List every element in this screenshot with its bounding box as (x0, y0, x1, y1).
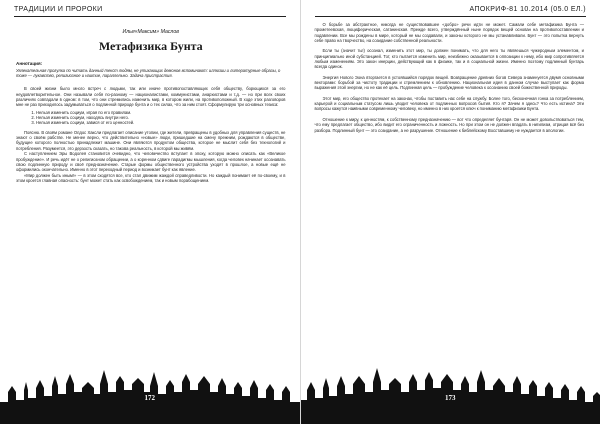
body-paragraph: Поясню. В своём романе Олдос Хаксли предлагает описание утопии, где жители, превращены в удобных для управления существ, не знают о своём рабстве. Не менее верно, что действительно «новые» люди, пришедшие на смену прежним, рождаются в обществе, будущее которого полностью принадлежит машине. Они являются продуктом общества, которое не мыслит себя без технологий и потребления. Разумеется, это дерзость сказать, но такова реальность, в которой мы живём. (16, 129, 286, 151)
body-paragraph: «Мир должен быть иным!» — в этом сходятся все, кто стал движим жаждой справедливости. Но каждый понимает её по-своему, и в этом кроется главная опасность: бунт может стать как освобождением, так и новым порабощением. (16, 172, 286, 183)
abstract-text: Увлекательная прогулка по читать данный текст людям, не утихающих демонов вспоминают: иллюзии и литературные образы, о тоже — лукавство, религиозное и наитие, параллельно. Задача пристрастия. (16, 67, 281, 79)
right-page-content (315, 22, 585, 133)
article-title: Метафизика Бунта (98, 39, 203, 54)
page-number-left: 172 (144, 394, 155, 402)
thesis-item: 1. Нельзя изменить социум, играя по его правилам. (36, 110, 286, 115)
body-paragraph: Энергия Нового Эона вторгается в устоявшийся порядок вещей. Возвращение древних богов Севера знаменуется двумя основными векторами: борьбой за чистоту традиции и стремлением к обновлению. Национальная идея в данном случае выступает как форма выражения этой энергии, но не как её цель. Подлинная цель — пробуждение человека к осознанию своей божественной природы. (314, 74, 584, 91)
body-paragraph: О борьбе за абстрактное, никогда не существовавшее «добро» речи идти не может. Самали себе метафизика Бунта — прометеевская, люциферическая, сатанинская. Прежде всего, утверждённый ныне порядок вещей основан на противопоставлении и подавлении. Все мы рождены в мире, который не мы создавали, и законы которого не мы устанавливали. Бунт — это попытка вернуть себе право на творчество, на созидание собственной реальности. (314, 22, 584, 44)
running-head-right: АПОКРИФ-81 10.2014 (05.0 ЕЛ.) (315, 6, 587, 17)
body-paragraph: Этот мир, его общество протекает на законах, чтобы поставить нас себе на службу. Более того, бесконечная гонка за потреблением, карьерой и социальным статусом лишь уводит человека от подлинных вопросов бытия. Кто я? Зачем я здесь? Что есть истина? Эти вопросы кажутся наивными современному человеку, но именно в них кроется ключ к пониманию метафизики Бунта. (314, 95, 584, 112)
city-skyline-illustration (301, 362, 600, 424)
body-paragraph: Отношение к миру, к ценностям, к собственному предназначению — вот что определяет бунтаря. Он не может довольствоваться тем, что ему предлагает общество, ибо видит его ограниченность и ложность. Но при этом он не должен впадать в нигилизм, отрицая всё без разбора. Подлинный бунт — это созидание, а не разрушение. Отношение к библейскому Восставшему не нуждается в апологии. (314, 116, 584, 133)
thesis-item: 2. Нельзя изменить социум, находясь внутри него. (36, 115, 286, 120)
body-paragraph: С наступлением Эры Водолея становится очевидно, что человечество вступает в эпоху, которую можно описать как «Великое пробуждение». И речь идёт не о религиозном обращении, а о коренном сдвиге парадигмы мышления, когда человек начинает осознавать свою подлинную природу и своё предназначение. Старые формы общественного устройства уходят в прошлое, а новые ещё не оформились окончательно. Именно в этот переходный период и возникает бунт как явление. (16, 151, 286, 173)
running-head-left: ТРАДИЦИИ И ПРОРОКИ (14, 6, 286, 17)
page-number-right: 173 (445, 394, 456, 402)
article-author: Илья«Максим» Маслов (122, 29, 179, 35)
left-page-content (16, 24, 286, 183)
body-paragraph: Если ты (значит ты!) осознал, изменить этот мир, ты должен понимать, что для него ты являешься чужеродным элементом, и принципиально иной субстанцией. Тот, кто пытается изменить мир, неизбежно оказывается в оппозиции к нему, ибо мир сопротивляется любым изменениям. Это закон инерции, действующий как в физике, так и в социальной жизни. Именно поэтому подлинный бунтарь всегда одинок. (314, 48, 584, 70)
body-paragraph: В своей жизни было много встреч с людьми, так или иначе противопоставляющих себя обществу, борющихся за его неудовлетворительное. Они называли себя по-разному — националистами, коммунистами, анархистами и т.д. — но при всех своих различиях совпадали в одном: в том, что они стремились изменить мир, в котором жили, на противоположный. В ходе этих разговоров мне не раз приходилось задумываться о подлинной природе бунта и о тех силах, что за ним стоят. Сформулирую три основных тезиса: (16, 86, 286, 108)
right-page (301, 0, 600, 424)
abstract-label: Аннотация: (16, 61, 43, 67)
city-skyline-illustration (0, 362, 300, 424)
thesis-item: 3. Нельзя изменить социум, завися от его ценностей. (36, 120, 286, 125)
thesis-list (16, 110, 286, 126)
